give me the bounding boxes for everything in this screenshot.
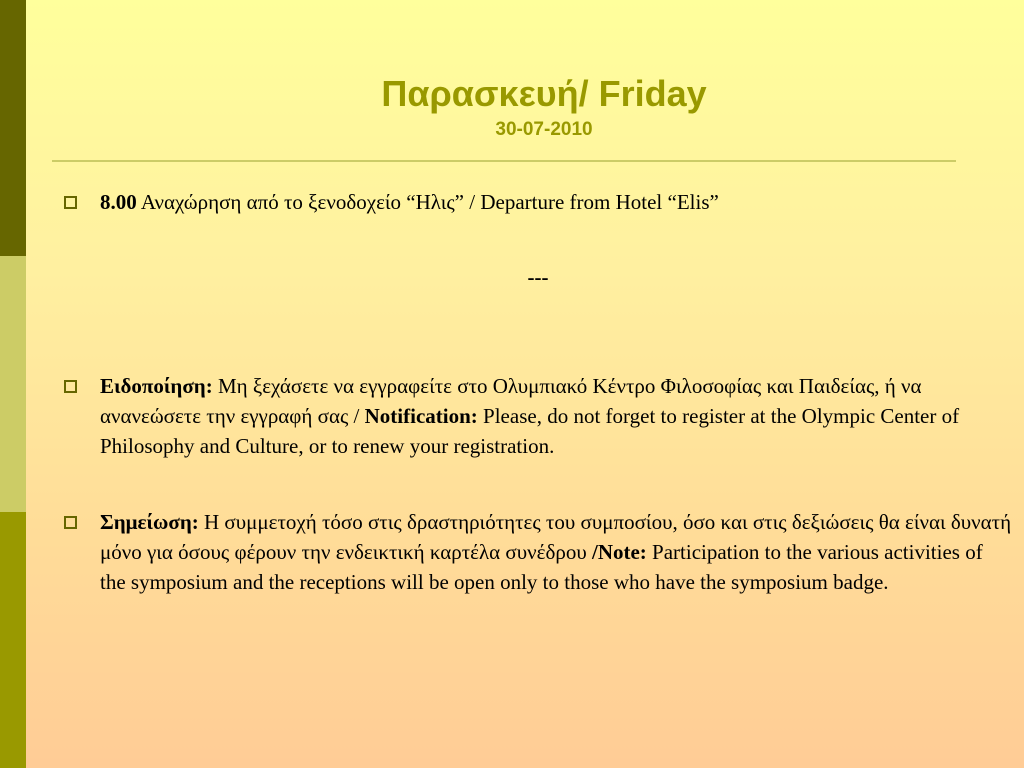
list-item-departure — [100, 187, 1012, 217]
item-label: Σημείωση: — [100, 510, 199, 534]
side-stripe-bottom — [0, 512, 26, 768]
separator-text: --- — [527, 265, 549, 289]
slide-date: 30-07-2010 — [495, 119, 593, 140]
list-item-notification — [100, 371, 1012, 461]
square-bullet-icon — [64, 196, 77, 209]
item-text: Η συμμετοχή τόσο στις δραστηριότητες του συμποσίου, όσο και στις δεξιώσεις θα είναι δυνατή μόνο για όσους φέρουν την ενδεικτική καρτέλα συνέδρου — [100, 510, 1012, 564]
slide-title: Παρασκευή/ Friday — [381, 73, 707, 114]
item-text: Μη ξεχάσετε να εγγραφείτε στο Ολυμπιακό Κέντρο Φιλοσοφίας και Παιδείας, ή να ανανεώσετε την εγγραφή σας / — [100, 374, 922, 428]
item-label-english: /Note: — [591, 540, 647, 564]
item-label: 8.00 — [100, 190, 137, 214]
title-divider — [52, 160, 956, 162]
item-text-english: Please, do not forget to register at the Olympic Center of Philosophy and Culture, or to renew your registration. — [100, 404, 960, 458]
item-text-english: Participation to the various activities of the symposium and the receptions will be open only to those who have the symposium badge. — [100, 540, 983, 594]
item-label-english: Notification: — [364, 404, 478, 428]
list-item-note — [100, 507, 1012, 597]
side-stripe-middle — [0, 256, 26, 512]
item-text: Αναχώρηση από το ξενοδοχείο “Ηλις” / Departure from Hotel “Elis” — [136, 190, 719, 214]
square-bullet-icon — [64, 380, 77, 393]
square-bullet-icon — [64, 516, 77, 529]
item-label: Ειδοποίηση: — [100, 374, 213, 398]
